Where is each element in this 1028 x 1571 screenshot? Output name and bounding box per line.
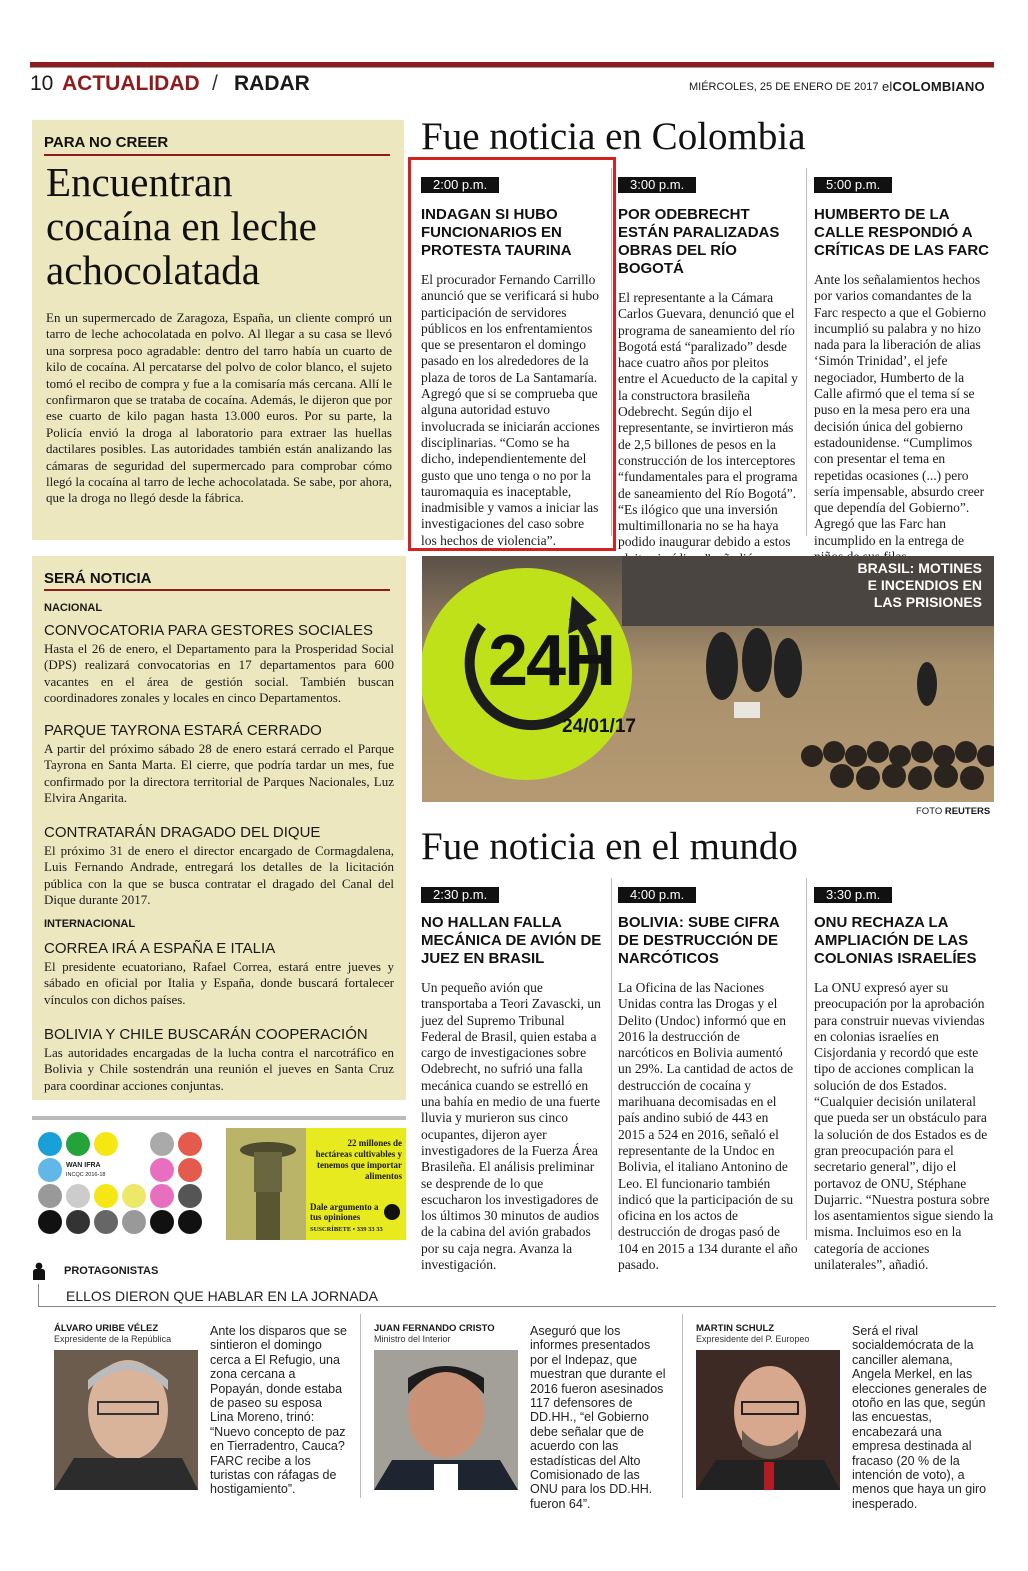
photo-caption (858, 560, 982, 611)
section-separator: / (212, 72, 218, 95)
person-icon (32, 1262, 46, 1280)
para-no-creer-body: En un supermercado de Zaragoza, España, un cliente compró un tarro de leche achocolatada en polvo. Al llegar a su casa se llevó una sorpresa poco agradable: dentro del tarro había un cuarto de kilo de cocaína. Al percatarse del polvo de color blanco, el sujeto tomó el recibo de compra y fue a la comisaría más cercana. Allí le confirmaron que se trataba de cocaína. Además, le dijeron que por ese cuarto de kilo pagan hasta 13.000 euros. Por su parte, la Policía envió la droga al laboratorio para extraer las huellas dactilares posibles. Las autoridades también están analizando las cámaras de seguridad del supermercado para comprobar cómo llegó la cocaína al tarro de leche achocolatada. Se sabe, por ahora, que la droga no llegó desde la fábrica. (46, 310, 392, 506)
ad-subscribe: SUSCRÍBETE • 339 33 33 (310, 1226, 383, 1233)
sera-noticia-panel (32, 556, 406, 1100)
ad-cta: Dale argumento a tus opiniones (310, 1202, 379, 1222)
item-headline: ONU RECHAZA LA AMPLIACIÓN DE LAS COLONIAS ISRAELÍES (814, 914, 977, 967)
item-body: Ante los señalamientos hechos por varios comandantes de la Farc respecto a que el Gobierno incumplió su palabra y no hizo nada para la liberación de alias ‘Simón Trinidad’, el jefe negociador, Humberto de la Calle afirmó que el tema sí se puso en la mesa pero era una decisión única del gobierno estadounidense. “Cumplimos con presentar el tema en repetidas ocasiones (...) pero sería impensable, absurdo creer que dependía del Gobierno”. Agregó que las Farc han incumplido en la entrega de (814, 272, 987, 548)
uribe-photo (54, 1350, 198, 1490)
mundo-item-3 (814, 886, 994, 1273)
subscribe-icon (384, 1204, 400, 1220)
sera-noticia-kicker: SERÁ NOTICIA (44, 570, 152, 587)
ad-text: 22 millones de hectáreas cultivables y tenemos que importar alimentos (315, 1138, 402, 1181)
protagonistas-kicker: PROTAGONISTAS (64, 1265, 159, 1277)
sera-item (44, 722, 394, 807)
column-divider (806, 168, 807, 536)
sera-item-title: CONVOCATORIA PARA GESTORES SOCIALES (44, 622, 373, 639)
para-no-creer-title (46, 160, 317, 292)
item-body: Un pequeño avión que transportaba a Teori Zavascki, un juez del Supremo Tribunal Federal de Brasil, quien estaba a cargo de investigaciones sobre Odebrecht, no sufrió una falla mecánica cuando se estrelló en una bahía en medio de una fuerte lluvia y murieron sus cinco ocupantes, dijeron ayer investigadores de la Fuerza Área Brasileña. El análisis preliminar se desprende de lo que escucharon los investigadores de los últimos 30 minutos de audios de la cabina del avión grabados por su caja negra. Avanza la investigación. (421, 980, 601, 1273)
mundo-item-2 (618, 886, 798, 1273)
time-badge: 4:00 p.m. (618, 887, 696, 903)
cristo-photo (374, 1350, 518, 1490)
column-divider (682, 1314, 683, 1498)
item-headline: BOLIVIA: SUBE CIFRA DE DESTRUCCIÓN DE NARCÓTICOS (618, 914, 780, 967)
credit-agency: REUTERS (944, 806, 991, 817)
colombia-item-2 (618, 176, 798, 567)
item-body: La ONU expresó ayer su preocupación por la aprobación para construir nuevas viviendas en colonias israelíes en Cisjordania y recordó que este tipo de acciones complican la solución de dos Estados. “Cualquier decisión unilateral que pueda ser un obstáculo para la solución de dos Estados es de gran preocupación para el secretario general”, dijo el portavoz de ONU, Stéphane Dujarric. “Nuestra postura sobre los asentamientos sigue siendo la misma. Incluimos eso en la categoría de acciones unilaterales”, añadió. (814, 980, 994, 1273)
sera-item-title: PARQUE TAYRONA ESTARÁ CERRADO (44, 722, 322, 739)
person-quote: Ante los disparos que se sintieron el domingo cerca a El Refugio, una zona cercana a Popayán, donde estaba de paseo su esposa Lina Moreno, trinó: “Nuevo concepto de paz en Tierradentro, Cauca? FARC recibe a los turistas con ráfagas de hostigamiento”. (210, 1324, 347, 1497)
sera-item-body: El presidente ecuatoriano, Rafael Correa, estará entre jueves y sábado en oficial por Italia y España, donde buscará fortalecer vínculos con dichos países. (44, 959, 394, 1007)
schulz-photo (696, 1350, 840, 1490)
protagonistas-rule (38, 1306, 996, 1307)
sera-item-title: CORREA IRÁ A ESPAÑA E ITALIA (44, 940, 276, 957)
time-badge: 3:30 p.m. (814, 887, 892, 903)
sera-item (44, 622, 394, 707)
person-name: JUAN FERNANDO CRISTO (374, 1323, 495, 1334)
issue-date: MIÉRCOLES, 25 DE ENERO DE 2017 (689, 81, 879, 93)
time-badge: 2:30 p.m. (421, 887, 499, 903)
protagonistas-subtitle: ELLOS DIERON QUE HABLAR EN LA JORNADA (66, 1288, 378, 1304)
person-quote: Aseguró que los informes presentados por el Indepaz, que muestran que durante el 2016 fueron asesinados 117 defensores de DD.HH., “el Gobierno debe señalar que de acuerdo con las estadísticas del Alto Comisionado de las ONU para los DD.HH. fueron 64”. (530, 1324, 666, 1511)
subscription-ad[interactable] (226, 1128, 406, 1240)
sera-item (44, 824, 394, 909)
mundo-item-1 (421, 886, 603, 1273)
person-quote: Será el rival socialdemócrata de la canciller alemana, Angela Merkel, en las elecciones generales de otoño en las que, según las encuestas, encabezará una empresa destinada al fracaso (20 % de la intención de voto), a menos que haya un giro inesperado. (852, 1324, 987, 1511)
subsection-name: RADAR (234, 72, 310, 95)
newspaper-name (882, 79, 985, 94)
colombia-item-1 (421, 176, 601, 549)
time-badge: 2:00 p.m. (421, 177, 499, 193)
colombia-item-3 (814, 176, 994, 565)
sera-item (44, 940, 394, 1008)
ad-top-rule (32, 1116, 406, 1120)
title-line: achocolatada (46, 247, 260, 293)
page-number: 10 (30, 72, 54, 95)
protagonistas-bracket (38, 1284, 39, 1306)
person-role: Expresidente del P. Europeo (696, 1334, 810, 1344)
title-line: cocaína en leche (46, 203, 317, 249)
person-role: Ministro del Interior (374, 1334, 451, 1344)
internacional-label: INTERNACIONAL (44, 918, 136, 930)
para-no-creer-panel (32, 120, 404, 540)
photo-credit (916, 806, 990, 817)
person-name: MARTIN SCHULZ (696, 1323, 775, 1334)
person-role: Expresidente de la República (54, 1334, 172, 1344)
newspaper-prefix: el (882, 79, 893, 94)
sera-item-body: Hasta el 26 de enero, el Departamento para la Prosperidad Social (DPS) realizará convocatorias en 17 departamentos para 600 vacantes en el área de gestión social. También buscan coordinadores zonales y locales en cinco Departamentos. (44, 641, 394, 706)
color-calibration-ad (32, 1124, 218, 1244)
item-headline: NO HALLAN FALLA MECÁNICA DE AVIÓN DE JUEZ EN BRASIL (421, 914, 602, 967)
color-swatches (32, 1124, 218, 1244)
caption-line: LAS PRISIONES (873, 594, 982, 610)
title-line: Encuentran (46, 159, 233, 205)
header-top-rule-thin (30, 67, 994, 68)
item-body: El procurador Fernando Carrillo anunció que se verificará si hubo participación de servidores públicos en los enfrentamientos que se presentaron el domingo pasado en los alrededores de la plaza de toros de La Santamaría. Agregó que si se comprueba que alguna autoridad estuvo involucrada se iniciarán acciones disciplinarias. “Como se ha dicho, independientemente del gusto que uno tenga o no por la tauromaquia es inaceptable, inadmisible y vamos a iniciar las investigaciones del caso sobre los hechos de violencia”. (421, 272, 600, 548)
colombia-section-title: Fue noticia en Colombia (421, 115, 806, 158)
column-divider (611, 878, 612, 1240)
para-no-creer-kicker: PARA NO CREER (44, 134, 169, 151)
item-headline: INDAGAN SI HUBO FUNCIONARIOS EN PROTESTA TAURINA (421, 206, 572, 259)
column-divider (806, 878, 807, 1240)
item-body: El representante a la Cámara Carlos Guevara, denunció que el programa de saneamiento del río Bogotá está “paralizado” desde hace cuatro años por pleitos entre el Acueducto de la capital y la constructora brasileña Odebrecht. Según dijo el representante, se invirtieron más de 2,5 billones de pesos en la construcción de los interceptores “fundamentales para el programa de saneamiento del Río Bogotá”. “Es ilógico que una inversión multimillonaria no se ha haya podido inaugurar debido a estos (618, 290, 798, 550)
caption-line: BRASIL: MOTINES (857, 560, 982, 576)
newspaper-main: COLOMBIANO (892, 79, 985, 94)
wan-ifra-sub: INCQC 2016-18 (66, 1172, 106, 1178)
column-divider (360, 1314, 361, 1498)
section-name: ACTUALIDAD (62, 72, 200, 95)
column-divider (611, 168, 612, 536)
sera-item (44, 1026, 394, 1094)
sera-item-title: CONTRATARÁN DRAGADO DEL DIQUE (44, 824, 321, 841)
mundo-section-title: Fue noticia en el mundo (421, 825, 798, 868)
item-headline: HUMBERTO DE LA CALLE RESPONDIÓ A CRÍTICAS DE LAS FARC (814, 206, 990, 259)
prison-riot-photo (422, 556, 994, 802)
nacional-label: NACIONAL (44, 602, 103, 614)
caption-line: E INCENDIOS EN (867, 577, 982, 593)
time-badge: 5:00 p.m. (814, 177, 892, 193)
item-headline: POR ODEBRECHT ESTÁN PARALIZADAS OBRAS DEL RÍO BOGOTÁ (618, 206, 780, 277)
sera-item-title: BOLIVIA Y CHILE BUSCARÁN COOPERACIÓN (44, 1026, 368, 1043)
24h-date: 24/01/17 (562, 716, 636, 737)
kicker-rule (44, 154, 390, 156)
sera-item-body: A partir del próximo sábado 28 de enero estará cerrado el Parque Tayrona en Santa Marta. El cierre, que podría tardar un mes, fue confirmado por la directora territorial de Parques Nacionales, Luz Elvira Angarita. (44, 741, 394, 806)
24h-logo: 24H (488, 621, 615, 701)
item-body: La Oficina de las Naciones Unidas contra las Drogas y el Delito (Undoc) informó que en 2016 la destrucción de narcóticos en Bolivia aumentó un 29%. La cantidad de actos de destrucción de cocaína y marihuana decomisadas en el país andino subió de 443 en 2015 a 524 en 2016, señaló el representante de la Undoc en Bolivia, el italiano Antonino de Leo. El funcionario también indicó que la participación de su oficina en los actos de destrucción de drogas pasó de 104 en 2015 a 134 durante el año pasado. (618, 980, 798, 1273)
time-badge: 3:00 p.m. (618, 177, 696, 193)
sera-item-body: El próximo 31 de enero el director encargado de Cormagdalena, Luis Fernando Andrade, entregará los detalles de la licitación pública con la que se busca contratar el dragado del Canal del Dique durante 2017. (44, 843, 394, 908)
kicker-rule (44, 589, 390, 591)
sera-item-body: Las autoridades encargadas de la lucha contra el narcotráfico en Bolivia y Chile sostendrán una reunión el jueves en Santa Cruz para coordinar acciones conjuntas. (44, 1045, 394, 1093)
wan-ifra-label: WAN IFRA (66, 1162, 101, 1169)
person-name: ÁLVARO URIBE VÉLEZ (54, 1323, 159, 1334)
credit-prefix: FOTO (916, 806, 943, 817)
